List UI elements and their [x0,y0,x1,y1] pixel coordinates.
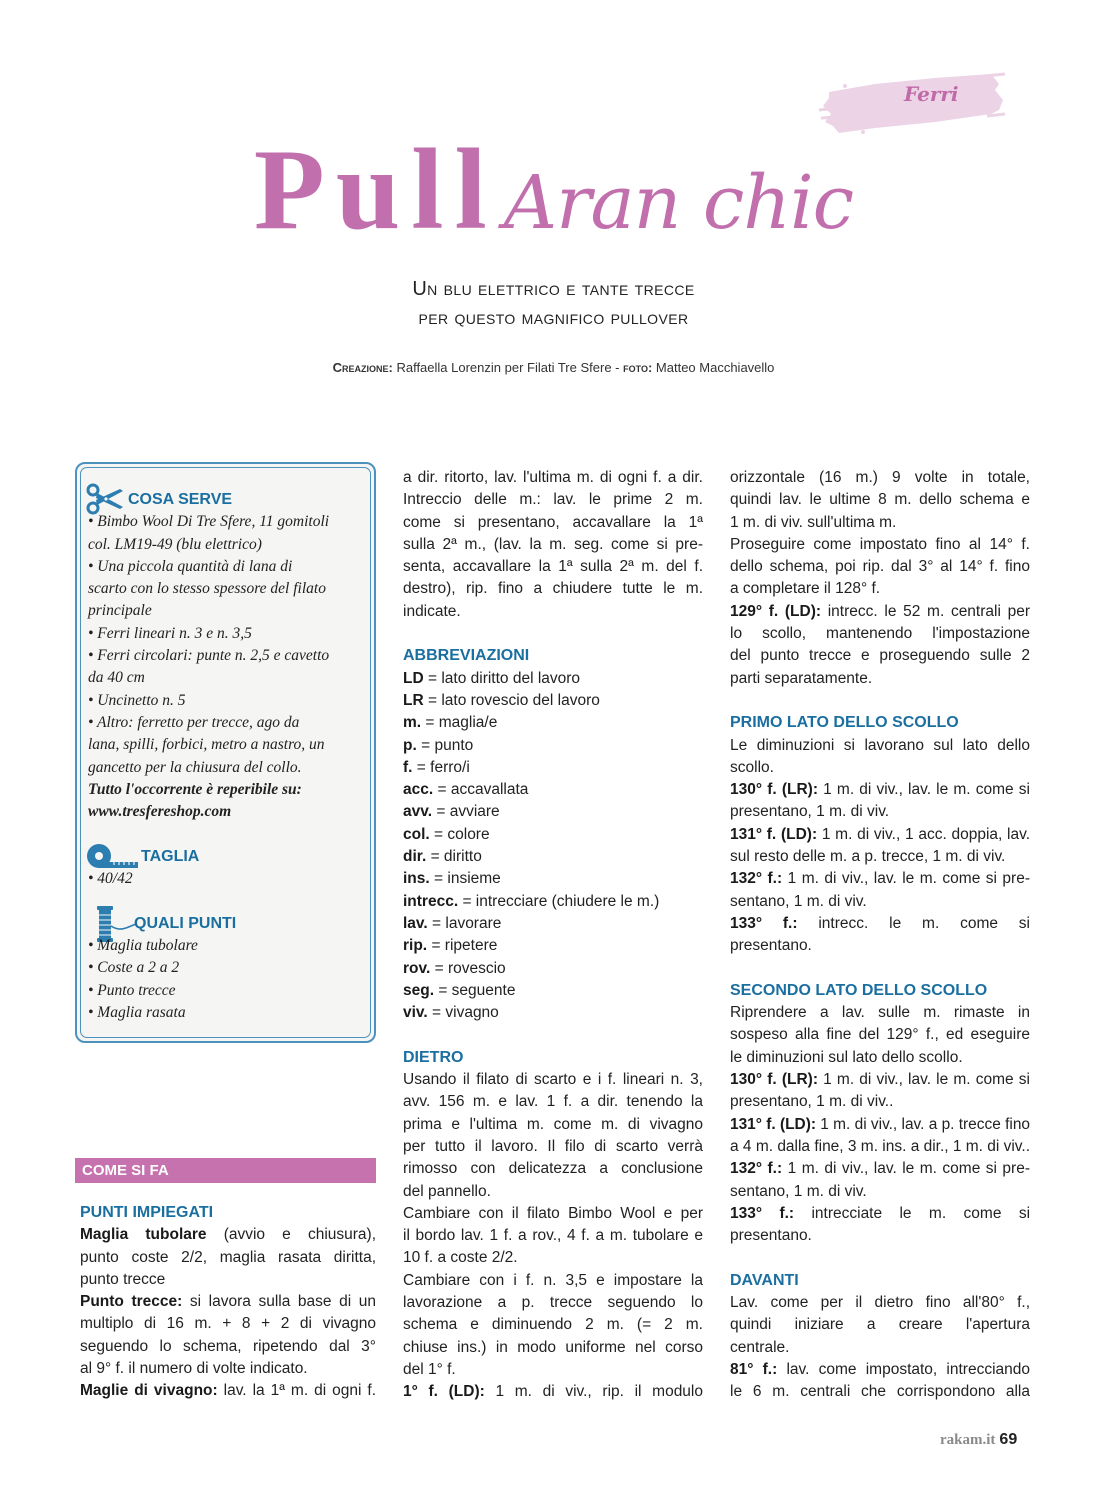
abbr-item [403,891,703,913]
text-line: a dir. ritorto, lav. l'ultima m. di ogni f. a dir. [403,469,703,486]
dietro-heading: DIETRO [403,1048,464,1066]
abbr-item [403,868,703,890]
text-line: presentano, 1 m. di viv. [730,803,890,821]
abbr-value: = ripetere [431,937,498,955]
text-run: intrecc. le 52 m. centrali per [827,602,1030,620]
text-line [730,1359,1030,1381]
text-line: quindi lav. le ultime 8 m. dello schema e [730,491,1030,509]
text-run: lav. la 1ª m. di ogni f. [223,1382,376,1400]
abbr-value: = ferro/i [416,758,470,776]
abbr-key: acc. [403,781,434,799]
text-line: multiplo di 16 m. + 8 + 2 di vivagno [80,1315,376,1333]
bold-label: 130° f. (LR): [730,1071,818,1089]
text-line: prima e l'ultima m. come m. di vivagno [403,1115,703,1133]
abbr-item [403,690,703,712]
text-run: lav. come impostato, intrecciando [786,1360,1030,1378]
materials-line: lana, spilli, forbici, metro a nastro, un [88,736,325,754]
abbr-value: = colore [434,825,490,843]
creation-value: Raffaella Lorenzin per Filati Tre Sfere - [396,360,620,375]
bold-label: Punto trecce: [80,1293,183,1311]
abbr-item [403,958,703,980]
text-line: 10 f. a coste 2/2. [403,1249,518,1267]
text-line: Riprendere a lav. sulle m. rimaste in [730,1004,1030,1022]
text-line: schema e diminuendo 2 m. (= 2 m. [403,1316,703,1334]
abbr-value: = diritto [430,848,482,866]
abbr-item [403,757,703,779]
text-line [730,1114,1030,1136]
page-title [0,126,1107,284]
text-line: parti separatamente. [730,669,873,687]
text-run: si lavora sulla base di un [189,1293,376,1311]
abbr-value: = maglia/e [425,714,498,732]
abbr-key: lav. [403,914,428,932]
text-line: il bordo lav. 1 f. a rov., 4 f. a m. tubolare e [403,1227,703,1245]
materials-line: principale [88,602,152,620]
page-number: 69 [999,1431,1018,1448]
abbr-key: col. [403,825,430,843]
abbr-value: = avviare [436,803,500,821]
text-line: presentano. [730,937,812,955]
creation-label: Creazione: [332,360,393,375]
text-line: lavorazione a p. trecce seguendo lo [403,1293,703,1311]
abbr-key: f. [403,758,413,776]
page-footer [940,1430,1017,1450]
taglia-heading: TAGLIA [141,847,200,865]
text-line: centrale. [730,1338,790,1356]
subtitle-line-1: Un blu elettrico e tante trecce [412,278,695,300]
punti-impiegati-heading: PUNTI IMPIEGATI [80,1204,214,1221]
come-si-fa-bar: COME SI FA [75,1158,376,1183]
subtitle-line-2: per questo magnifico pullover [418,307,689,329]
text-run: intrecciate le m. come si [811,1204,1031,1222]
bold-label: 129° f. (LD): [730,602,822,620]
text-line [730,1158,1030,1180]
davanti-heading: DAVANTI [730,1271,799,1289]
text-line: lo scollo, mantenendo l'impostazione [730,625,1030,643]
abbr-item [403,824,703,846]
abbr-item [403,712,703,734]
text-run: 1 m. di viv., 1 acc. doppia, lav. [821,825,1030,843]
materials-line: • Uncinetto n. 5 [88,691,186,709]
bold-label: 131° f. (LD): [730,825,818,843]
text-line: al 9° f. il numero di volte indicato. [80,1360,308,1378]
text-run: 1 m. di viv., lav. le m. come si [823,1071,1030,1089]
abbr-value: = intrecciare (chiudere le m.) [462,892,660,910]
abbr-key: m. [403,714,422,732]
text-line: del 1° f. [403,1360,456,1378]
materials-line: Tutto l'occorrente è reperibile su: [88,780,302,798]
materials-line: da 40 cm [88,669,145,687]
abbr-value: = lato rovescio del lavoro [427,691,600,709]
text-line: senta, accavallare la 1ª sulla 2ª m. del f. [403,558,703,576]
abbr-value: = rovescio [434,959,506,977]
site-name: rakam.it [940,1432,996,1448]
text-line: Intreccio delle m.: lav. le prime 2 m. [403,491,703,509]
abbreviazioni-heading: ABBREVIAZIONI [403,647,530,665]
text-line [403,1381,703,1403]
text-line [730,868,1030,890]
materials-line: scarto con lo stesso spessore del filato [88,580,326,598]
text-line: come si presentano, accavallare la 1ª [403,513,703,531]
abbr-item [403,846,703,868]
materials-line: • Una piccola quantità di lana di [88,557,293,575]
bold-label: 130° f. (LR): [730,781,818,799]
text-line: 1 m. di viv. sull'ultima m. [730,513,897,531]
abbr-item [403,1002,703,1024]
abbr-key: viv. [403,1004,428,1022]
text-line: presentano. [730,1227,812,1245]
text-line [80,1380,376,1402]
text-line: del pannello. [403,1182,491,1200]
size-line: • 40/42 [88,870,133,888]
cosa-serve-heading: COSA SERVE [128,491,233,508]
text-line: punto trecce [80,1270,166,1288]
materials-line: col. LM19-49 (blu elettrico) [88,535,262,553]
text-line: per tutto il lavoro. Il filo di scarto verrà [403,1137,703,1155]
bold-label: 1° f. (LD): [403,1383,485,1401]
materials-line: • Altro: ferretto per trecce, ago da [88,713,300,731]
bold-label: 132° f.: [730,1160,783,1178]
text-run: 1 m. di viv., lav. le m. come si [823,781,1030,799]
text-line: scollo. [730,758,774,776]
text-line: rimosso con delicatezza a conclusione [403,1160,703,1178]
abbr-item [403,980,703,1002]
text-line: dello schema, poi rip. dal 3° al 14° f. fino [730,558,1030,576]
text-line: sentano, 1 m. di viv. [730,892,867,910]
text-line: a completare il 128° f. [730,580,881,598]
abbr-item [403,935,703,957]
abbr-value: = punto [421,736,474,754]
text-run: (avvio e chiusura), [223,1226,377,1244]
text-line: Proseguire come impostato fino al 14° f. [730,535,1030,553]
abbr-item [403,801,703,823]
text-line: del punto trecce e proseguendo sulle 2 [730,647,1030,665]
text-line [730,779,1030,801]
abbr-key: p. [403,736,417,754]
materials-line: • Bimbo Wool Di Tre Sfere, 11 gomitoli [88,513,330,531]
text-run: 1 m. di viv., lav. le m. come si pre- [787,870,1030,888]
text-run: 1 m. di viv., lav. a p. trecce fino [820,1115,1030,1133]
stitch-line: • Punto trecce [88,981,176,999]
text-line: avv. 156 m. e lav. 1 f. a dir. tenendo la [403,1093,703,1111]
bold-label: Maglie di vivagno: [80,1382,218,1400]
text-line: Cambiare con i f. n. 3,5 e impostare la [403,1271,703,1289]
text-line: le 6 m. centrali che corrispondono alla [730,1383,1030,1401]
text-line: seguendo lo schema, ripetendo dal 3° [80,1337,376,1355]
abbr-item [403,779,703,801]
bold-label: 131° f. (LD): [730,1115,816,1133]
abbr-key: rip. [403,937,428,955]
column-3-text [730,467,1030,1403]
text-run: 1 m. di viv., rip. il modulo [495,1383,703,1401]
text-line: Le diminuzioni si lavorano sul lato dello [730,736,1030,754]
credits [0,358,1107,378]
abbr-key: intrecc. [403,892,459,910]
abbr-item [403,668,703,690]
title-main: Pull [253,126,498,254]
text-line: sentano, 1 m. di viv. [730,1182,867,1200]
abbr-key: LD [403,669,424,687]
abbr-key: LR [403,691,424,709]
bold-label: 132° f.: [730,870,783,888]
primo-lato-heading: PRIMO LATO DELLO SCOLLO [730,714,959,732]
bold-label: 133° f.: [730,1204,795,1222]
abbr-key: dir. [403,848,427,866]
stitch-line: • Coste a 2 a 2 [88,959,180,977]
abbr-value: = seguente [438,981,516,999]
abbr-value: = insieme [434,870,501,888]
bold-label: 81° f.: [730,1360,778,1378]
text-line: Usando il filato di scarto e i f. lineari n. 3, [403,1071,703,1089]
text-line: presentano, 1 m. di viv.. [730,1093,894,1111]
text-line [730,1069,1030,1091]
text-line [730,824,1030,846]
abbr-value: = lato diritto del lavoro [427,669,581,687]
abbr-value: = accavallata [437,781,529,799]
text-line: a 4 m. dalla fine, 3 m. ins. a dir., 1 m. di viv.. [730,1137,1030,1155]
text-line [730,601,1030,623]
stitch-line: • Maglia rasata [88,1003,186,1021]
column-2-text [403,467,703,1403]
quali-punti-heading: QUALI PUNTI [134,914,237,932]
text-line [80,1224,376,1246]
abbr-key: rov. [403,959,431,977]
abbr-value: = lavorare [432,914,502,932]
secondo-lato-heading: SECONDO LATO DELLO SCOLLO [730,981,988,999]
category-badge: Ferri [904,82,959,106]
photo-value: Matteo Macchiavello [655,360,775,375]
text-run: intrecc. le m. come si [818,914,1031,932]
materials-line: • Ferri lineari n. 3 e n. 3,5 [88,624,252,642]
text-line: destro), rip. fino a chiudere tutte le m. [403,580,703,598]
bold-label: Maglia tubolare [80,1226,207,1244]
text-line: chiuse ins.) in modo uniforme nel corso [403,1338,703,1356]
text-line: punto coste 2/2, maglia rasata diritta, [80,1248,376,1266]
abbr-key: ins. [403,870,430,888]
text-line: sospeso alla fine del 129° f., ed eseguire [730,1026,1030,1044]
abbr-item [403,735,703,757]
text-line: quindi iniziare a creare l'apertura [730,1316,1030,1334]
text-line: orizzontale (16 m.) 9 volte in totale, [730,469,1030,486]
text-line [730,913,1030,935]
text-line: Lav. come per il dietro fino all'80° f., [730,1293,1030,1311]
text-line: Cambiare con il filato Bimbo Wool e per [403,1204,703,1222]
text-line: le diminuzioni sul lato dello scollo. [730,1048,963,1066]
materials-line: gancetto per la chiusura del collo. [88,758,302,776]
materials-line: • Ferri circolari: punte n. 2,5 e cavetto [88,647,330,665]
photo-label: foto: [623,360,653,375]
stitch-line: • Maglia tubolare [88,936,198,954]
column-1-text [80,1202,376,1403]
abbr-item [403,913,703,935]
bold-label: 133° f.: [730,914,798,932]
title-script: Aran chic [503,160,854,246]
text-line [730,1203,1030,1225]
text-line: indicate. [403,602,461,620]
text-line: sulla 2ª m., (lav. la m. seg. come si pre- [403,535,703,553]
text-line: sul resto delle m. a p. trecce, 1 m. di viv. [730,848,1006,866]
abbr-value: = vivagno [432,1004,499,1022]
abbr-key: avv. [403,803,433,821]
text-line [80,1291,376,1313]
shop-website: www.tresfereshop.com [88,803,232,821]
abbr-key: seg. [403,981,435,999]
materials-column [88,489,368,1024]
text-run: 1 m. di viv., lav. le m. come si pre- [787,1160,1030,1178]
